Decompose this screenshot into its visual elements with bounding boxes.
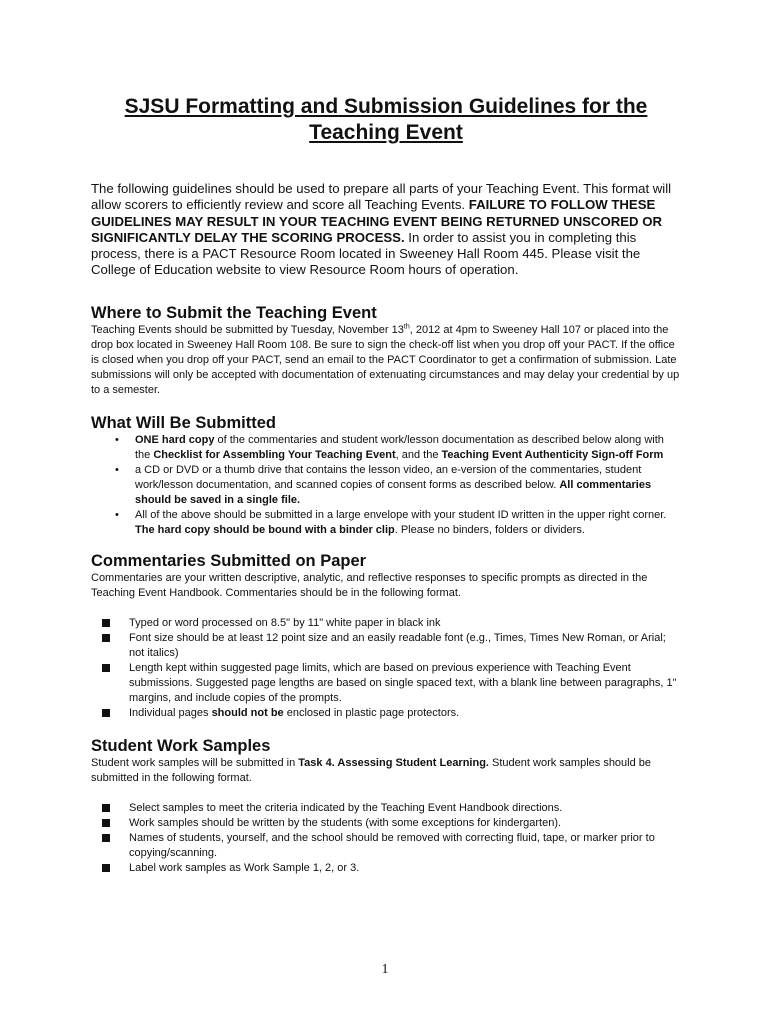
where-section <box>91 303 681 398</box>
square-bullet-icon <box>102 864 110 872</box>
where-heading: Where to Submit the Teaching Event <box>91 303 377 322</box>
square-bullet-icon <box>102 819 110 827</box>
commentaries-section <box>91 551 681 721</box>
item-text: Font size should be at least 12 point size and an easily readable font (e.g., Times, Times New Roman, or Arial; not italics) <box>129 631 666 659</box>
intro-paragraph <box>91 181 681 279</box>
where-superscript: th <box>403 323 410 331</box>
square-bullet-icon <box>102 804 110 812</box>
b1-bold-3: Teaching Event Authenticity Sign-off Form <box>441 448 664 461</box>
commentaries-intro: Commentaries are your written descriptive, analytic, and reflective responses to specific prompts as directed in the Teaching Event Handbook. Commentaries should be in the following format. <box>91 571 648 599</box>
commentaries-heading: Commentaries Submitted on Paper <box>91 551 367 570</box>
square-bullet-icon <box>102 619 110 627</box>
student-work-intro <box>91 756 681 786</box>
student-work-heading: Student Work Samples <box>91 736 271 755</box>
bullet-icon: • <box>115 433 119 446</box>
square-bullet-icon <box>102 664 110 672</box>
square-bullet-icon <box>102 834 110 842</box>
student-work-list <box>91 801 681 876</box>
item-text: Work samples should be written by the students (with some exceptions for kindergarten). <box>129 816 562 829</box>
what-list <box>91 433 681 538</box>
what-heading: What Will Be Submitted <box>91 413 277 432</box>
list-item <box>129 861 681 876</box>
list-item <box>129 616 681 631</box>
list-item <box>115 433 681 463</box>
document-title <box>91 94 681 146</box>
document-page <box>91 94 681 876</box>
square-bullet-icon <box>102 709 110 717</box>
intro-text-2: In order to assist you in completing this process, there is a PACT Resource Room located in Sweeney Hall Room 445. Please visit the College of Education website to view Resource Room hours of operation. <box>91 229 641 278</box>
b1-text-2: , and the <box>395 448 442 461</box>
intro-warning: FAILURE TO FOLLOW THESE GUIDELINES MAY RESULT IN YOUR TEACHING EVENT BEING RETURNED UNSCORED OR SIGNIFICANTLY DELAY THE SCORING PROCESS. <box>91 197 663 245</box>
item-text: Typed or word processed on 8.5" by 11" white paper in black ink <box>129 616 441 629</box>
page-number: 1 <box>381 962 389 977</box>
item-text: Label work samples as Work Sample 1, 2, or 3. <box>129 861 360 874</box>
sw-intro-bold: Task 4. Assessing Student Learning. <box>298 756 489 769</box>
list-item <box>129 661 681 706</box>
b2-text: a CD or DVD or a thumb drive that contains the lesson video, an e-version of the commentaries, student work/lesson documentation, and scanned copies of consent forms as described below. <box>135 463 642 491</box>
sw-intro-1: Student work samples will be submitted in <box>91 756 299 769</box>
b1-text-1: of the commentaries and student work/lesson documentation as described below along with the <box>135 433 664 461</box>
item-text: Length kept within suggested page limits, which are based on previous experience with Teaching Event submissions. Suggested page lengths are based on single spaced text, with a blank line between paragraphs, 1" margins, and include copies of the prompts. <box>129 661 677 704</box>
student-work-section <box>91 736 681 876</box>
list-item <box>129 706 681 721</box>
what-section <box>91 413 681 538</box>
where-paragraph <box>91 323 681 398</box>
where-text-1: Teaching Events should be submitted by Tuesday, November 13 <box>91 323 404 336</box>
list-item <box>129 631 681 661</box>
b3-bold: The hard copy should be bound with a binder clip <box>135 523 395 536</box>
bullet-icon: • <box>115 508 119 521</box>
b1-bold: ONE hard copy <box>135 433 215 446</box>
list-item <box>129 801 681 816</box>
item-bold: should not be <box>211 706 284 719</box>
item-text: Select samples to meet the criteria indicated by the Teaching Event Handbook directions. <box>129 801 563 814</box>
list-item <box>115 508 681 538</box>
b1-bold-2: Checklist for Assembling Your Teaching Event <box>153 448 396 461</box>
where-text-2: , 2012 at 4pm to Sweeney Hall 107 or placed into the drop box located in Sweeney Hall Room 108. Be sure to sign the check-off list when you drop off your PACT. If the office is closed when you drop off your PACT, send an email to the PACT Coordinator to get a confirmation of submission. Late submissions will only be accepted with documentation of extenuating circumstances and may delay your credential by up to a semester. <box>91 323 680 396</box>
sw-intro-2: Student work samples should be submitted in the following format. <box>91 756 652 784</box>
intro-text-1: The following guidelines should be used to prepare all parts of your Teaching Event. This format will allow scorers to efficiently review and score all Teaching Events. <box>91 181 672 213</box>
list-item <box>115 463 681 508</box>
title-line-2: Teaching Event <box>309 121 463 144</box>
b3-text-1: All of the above should be submitted in a large envelope with your student ID written in the upper right corner. <box>135 508 667 521</box>
bullet-icon: • <box>115 463 119 476</box>
item-text-2: enclosed in plastic page protectors. <box>283 706 460 719</box>
item-text-1: Individual pages <box>129 706 212 719</box>
list-item <box>129 831 681 861</box>
square-bullet-icon <box>102 634 110 642</box>
list-item <box>129 816 681 831</box>
commentaries-list <box>91 616 681 721</box>
b3-text-2: . Please no binders, folders or dividers. <box>394 523 585 536</box>
b2-bold: All commentaries should be saved in a single file. <box>135 478 652 506</box>
title-line-1: SJSU Formatting and Submission Guidelines for the <box>124 95 648 118</box>
item-text: Names of students, yourself, and the school should be removed with correcting fluid, tape, or marker prior to copying/scanning. <box>129 831 655 859</box>
